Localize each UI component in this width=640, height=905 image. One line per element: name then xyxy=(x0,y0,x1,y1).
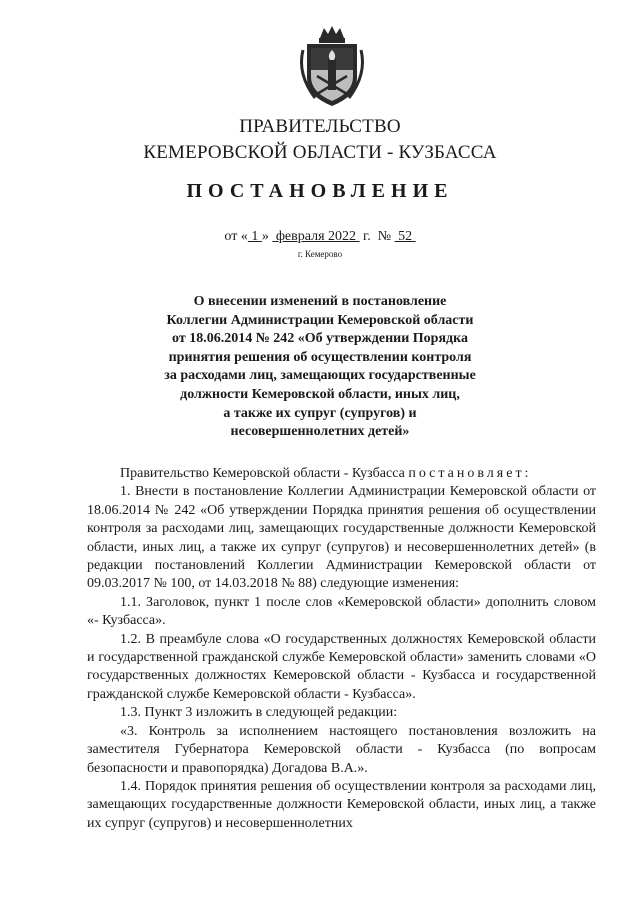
decree-number: 52 xyxy=(398,229,413,244)
subject-line: должности Кемеровской области, иных лиц, xyxy=(180,386,460,402)
decree-body xyxy=(87,465,596,833)
subject-line: от 18.06.2014 № 242 «Об утверждении Порядка xyxy=(172,331,468,347)
paragraph-1-3: 1.3. Пункт 3 изложить в следующей редакции: xyxy=(120,705,398,721)
date-month-year: февраля 2022 xyxy=(275,229,357,244)
paragraph-1-3-quote: «3. Контроль за исполнением настоящего постановления возложить на заместителя Губернатора Кемеровской области - Кузбасса (по вопросам безопасности и правопорядка) Догадова В.А.». xyxy=(87,723,596,776)
number-prefix: № xyxy=(377,229,392,244)
date-day: 1 xyxy=(251,229,259,244)
date-mid: » xyxy=(261,229,269,244)
paragraph-1-4: 1.4. Порядок принятия решения об осуществлении контроля за расходами лиц, замещающих государственные должности Кемеровской области, иных лиц, а также их супруг (супругов) и несовершеннолетних xyxy=(87,778,596,831)
paragraph-1-2: 1.2. В преамбуле слова «О государственных должностях Кемеровской области и государственной гражданской службе Кемеровской области» заменить словами «О государственных должностях Кемеровской области - Кузбасса и государственной гражданской службе Кемеровской области - Кузбасса». xyxy=(87,631,596,702)
coat-of-arms-icon xyxy=(293,24,371,108)
subject-line: за расходами лиц, замещающих государственные xyxy=(164,368,476,384)
subject-line: принятия решения об осуществлении контроля xyxy=(168,349,472,365)
paragraph-1-1: 1.1. Заголовок, пункт 1 после слов «Кемеровской области» дополнить словом «- Кузбасса». xyxy=(87,594,596,629)
subject-line: а также их супруг (супругов) и xyxy=(223,405,417,421)
government-name-line1: ПРАВИТЕЛЬСТВО xyxy=(239,116,401,137)
date-line xyxy=(0,229,640,245)
paragraph-1: 1. Внести в постановление Коллегии Администрации Кемеровской области от 18.06.2014 № 242 «Об утверждении Порядка принятия решения об осуществлении контроля за расходами лиц, замещающих государственные должности Кемеровской области, иных лиц, а также их супруг (супругов) и несовершеннолетних детей» (в редакции постановлений Коллегии Администрации Кемеровской области от 09.03.2017 № 100, от 14.03.2018 № 88) следующие изменения: xyxy=(87,484,596,592)
city-label: г. Кемерово xyxy=(297,249,343,259)
subject-line: несовершеннолетних детей» xyxy=(230,424,410,440)
decree-title: ПОСТАНОВЛЕНИЕ xyxy=(186,180,454,202)
date-year-suffix: г. xyxy=(363,229,371,244)
intro-paragraph: Правительство Кемеровской области - Кузбасса постановляет: xyxy=(120,466,532,481)
subject-line: Коллегии Администрации Кемеровской области xyxy=(166,312,474,328)
intro-verb: постановляет: xyxy=(408,466,532,481)
subject-line: О внесении изменений в постановление xyxy=(193,294,447,309)
decree-subject xyxy=(130,293,510,442)
government-name-line2: КЕМЕРОВСКОЙ ОБЛАСТИ - КУЗБАССА xyxy=(143,142,497,163)
date-prefix: от « xyxy=(224,229,248,244)
